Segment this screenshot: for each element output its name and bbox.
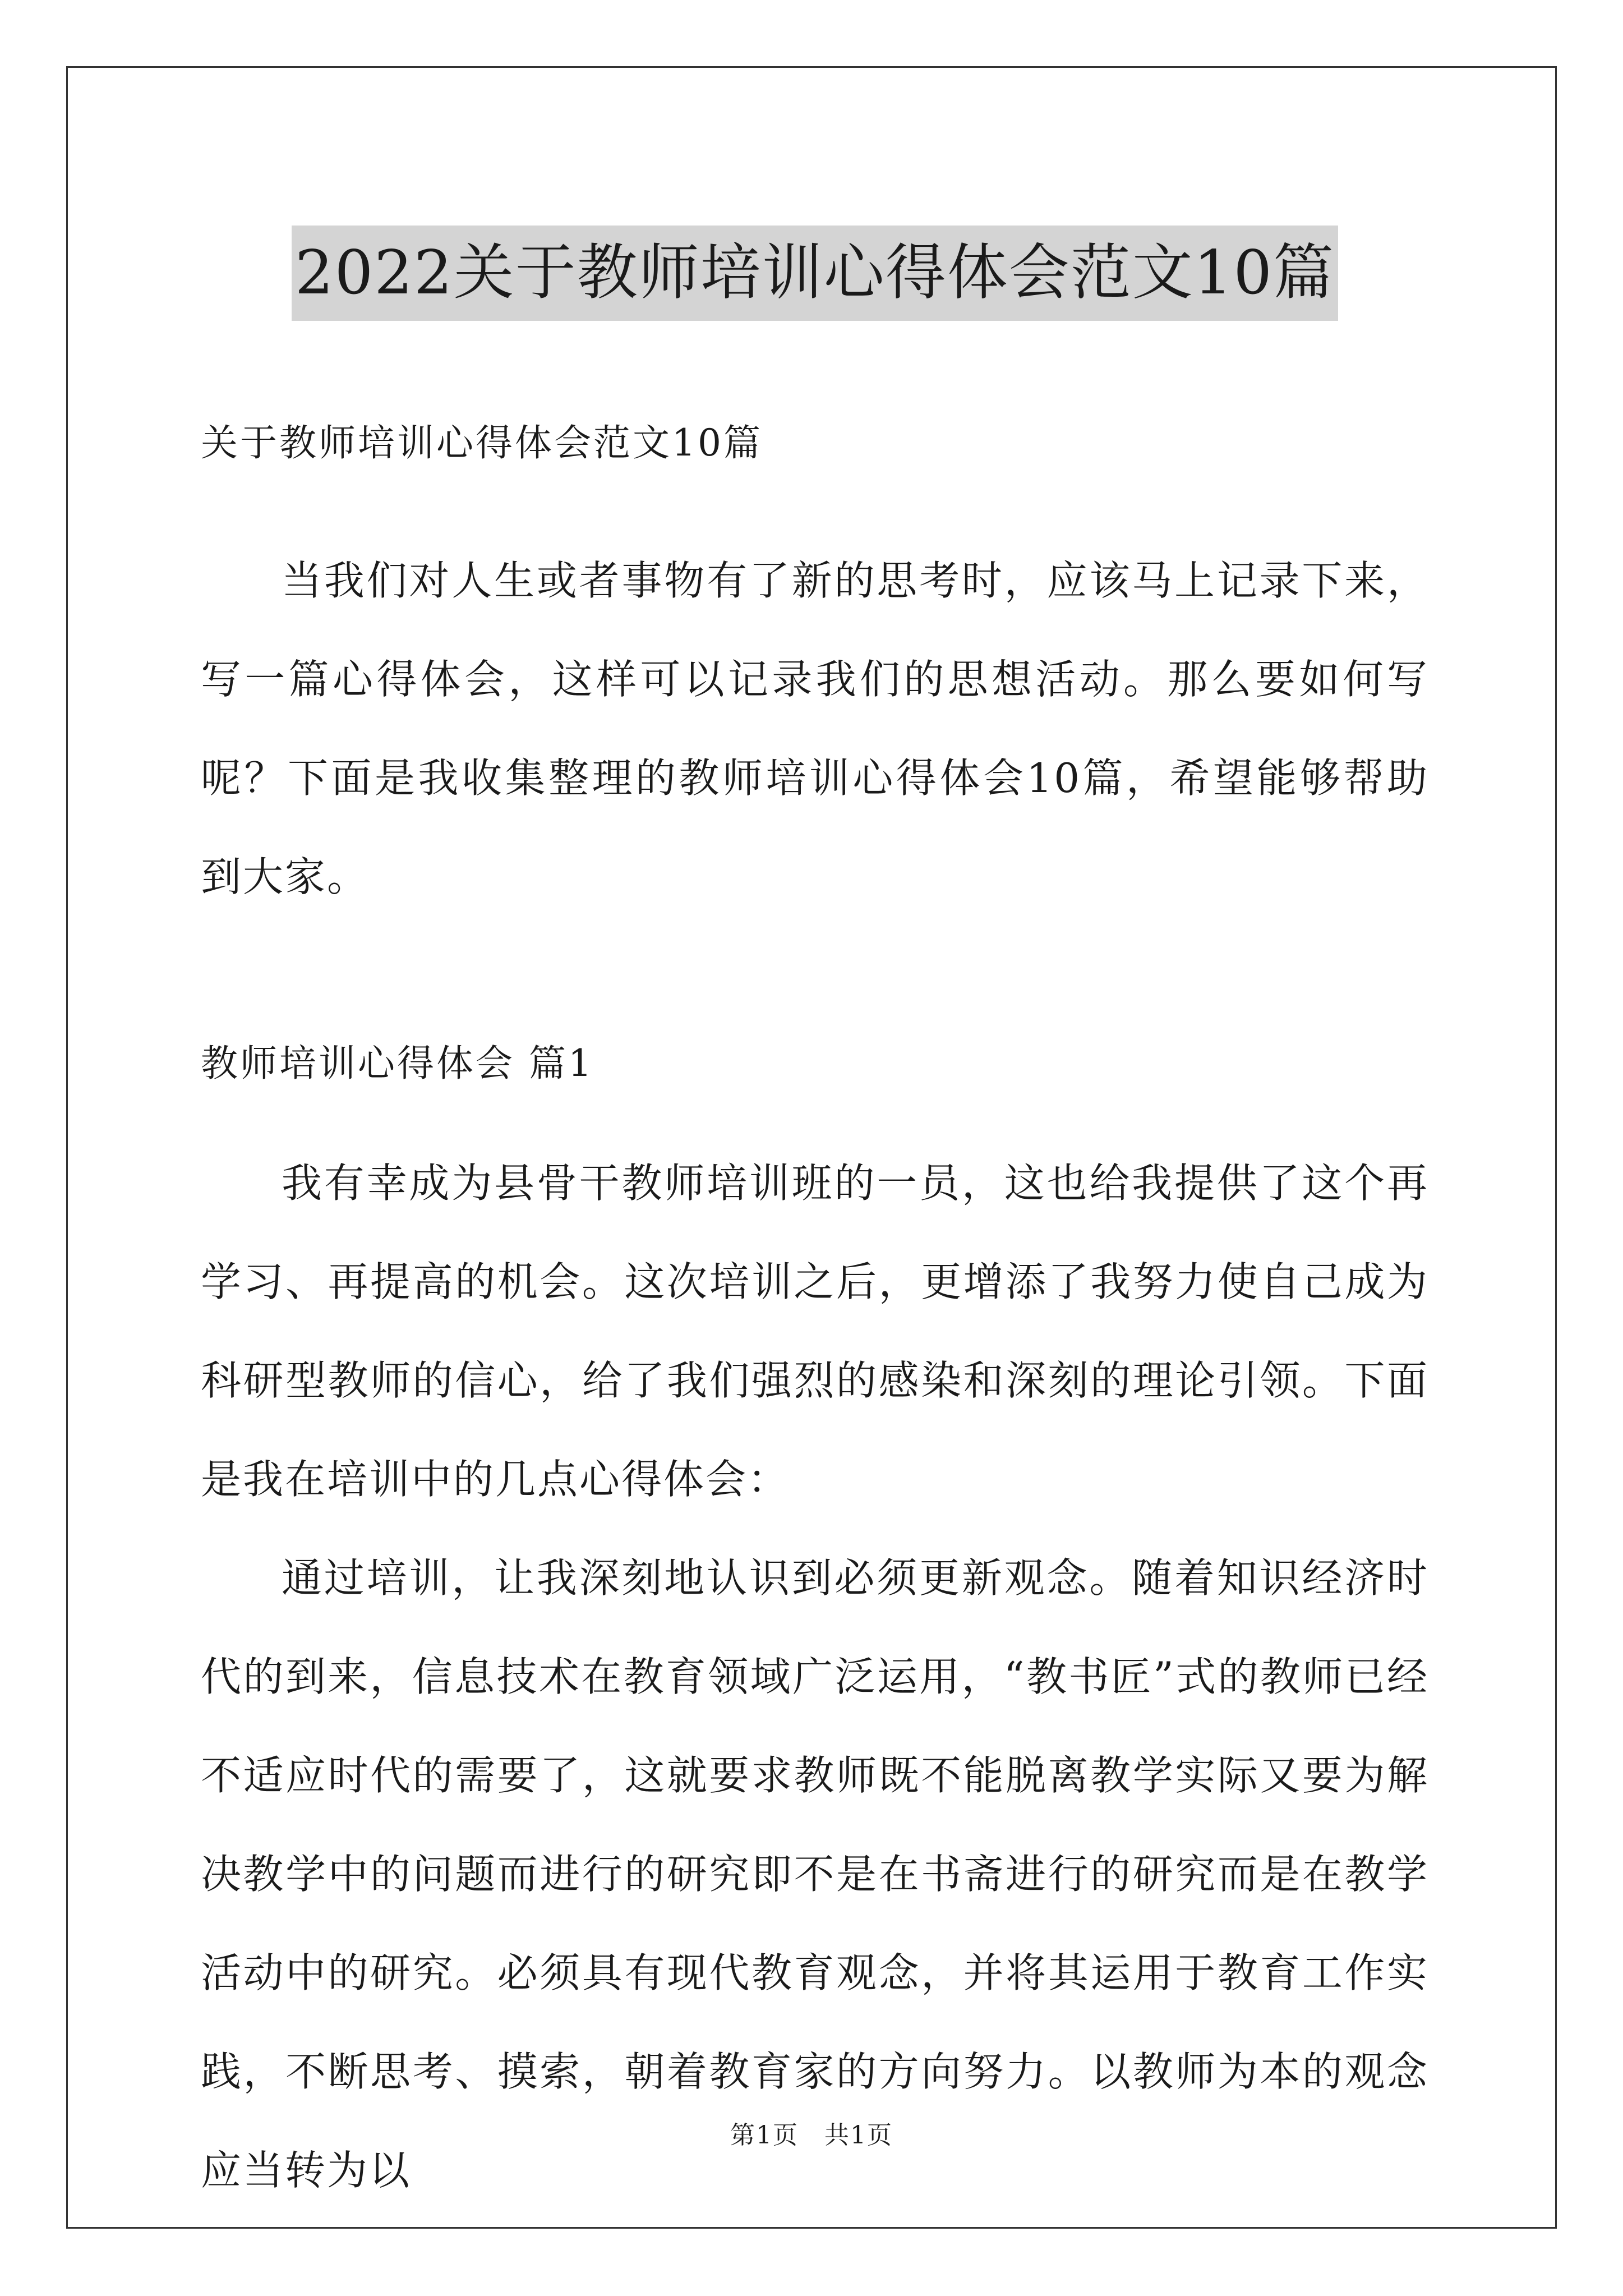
page-footer: 第1页 共1页 (730, 2121, 893, 2150)
body-paragraph-2: 通过培训，让我深刻地认识到必须更新观念。随着知识经济时代的到来，信息技术在教育领域广泛运用，“教书匠”式的教师已经不适应时代的需要了，这就要求教师既不能脱离教学实际又要为解决教学中的问题而进行的研究即不是在书斋进行的研究而是在教学活动中的研究。必须具有现代教育观念，并将其运用于教育工作实践，不断思考、摸索，朝着教育家的方向努力。以教师为本的观念应当转为以 (201, 1554, 1429, 2194)
body-paragraph-1: 我有幸成为县骨干教师培训班的一员，这也给我提供了这个再学习、再提高的机会。这次培训之后，更增添了我努力使自己成为科研型教师的信心，给了我们强烈的感染和深刻的理论引领。下面是我在培训中的几点心得体会： (201, 1159, 1429, 1503)
section-heading: 教师培训心得体会 篇1 (201, 1041, 594, 1085)
intro-paragraph: 当我们对人生或者事物有了新的思考时，应该马上记录下来，写一篇心得体会，这样可以记录我们的思想活动。那么要如何写呢？下面是我收集整理的教师培训心得体会10篇，希望能够帮助到大家。 (201, 556, 1429, 900)
document-title: 2022关于教师培训心得体会范文10篇 (292, 226, 1338, 321)
title-wrap (201, 185, 1429, 362)
document-body (201, 185, 1429, 2220)
document-subtitle: 关于教师培训心得体会范文10篇 (201, 421, 763, 464)
